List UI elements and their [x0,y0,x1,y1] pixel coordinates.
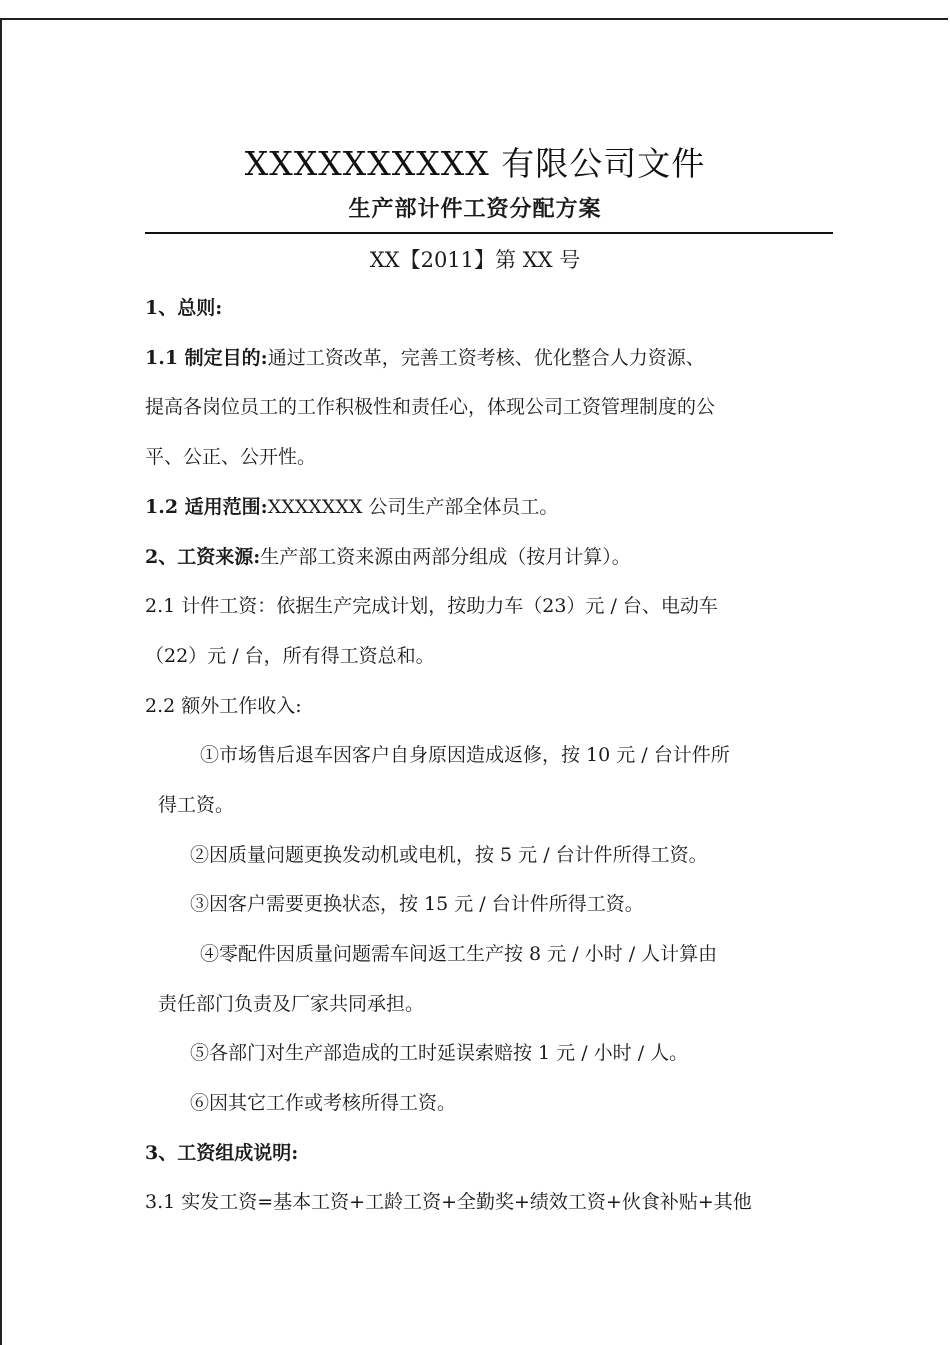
list-item [190,843,870,867]
line-text: ⑥因其它工作或考核所得工资。 [190,1092,457,1114]
line-text: 2.1 计件工资：依据生产完成计划，按助力车（23）元 / 台、电动车 [145,595,718,617]
paragraph-line [145,1190,825,1214]
line-label: 1.1 制定目的: [145,347,268,369]
paragraph-line [145,495,825,519]
paragraph-line [145,594,825,618]
list-item [200,942,880,966]
line-text: （22）元 / 台，所有得工资总和。 [145,645,435,667]
line-text: 生产部工资来源由两部分组成（按月计算）。 [260,546,631,568]
paragraph-line [145,644,825,668]
line-text: 得工资。 [158,794,235,816]
line-text: ②因质量问题更换发动机或电机，按 5 元 / 台计件所得工资。 [190,844,708,866]
line-text: 3.1 实发工资=基本工资+工龄工资+全勤奖+绩效工资+伙食补贴+其他 [145,1191,752,1213]
section-heading-2 [145,545,825,569]
line-label: 3、工资组成说明: [145,1142,299,1164]
line-text: 责任部门负责及厂家共同承担。 [158,993,425,1015]
list-item [190,1091,870,1115]
line-text: ④零配件因质量问题需车间返工生产按 8 元 / 小时 / 人计算由 [200,943,718,965]
list-item [190,1041,870,1065]
document-title: XXXXXXXXXX 有限公司文件 [244,144,706,183]
line-text: 通过工资改革，完善工资考核、优化整合人力资源、 [267,347,705,369]
section-heading-3 [145,1141,825,1165]
paragraph-line [145,445,825,469]
list-item [190,892,870,916]
line-label: 2、工资来源: [145,546,261,568]
title-divider [145,232,833,234]
line-label: 1.2 适用范围: [145,496,268,518]
paragraph-line [158,793,838,817]
line-label: 1、总则: [145,297,223,319]
line-text: 提高各岗位员工的工作积极性和责任心，体现公司工资管理制度的公 [145,396,716,418]
list-item [200,743,880,767]
paragraph-line [145,395,825,419]
paragraph-line [158,992,838,1016]
line-text: XXXXXXX 公司生产部全体员工。 [267,496,559,518]
line-text: 2.2 额外工作收入: [145,695,302,717]
line-text: ①市场售后退车因客户自身原因造成返修，按 10 元 / 台计件所 [200,744,730,766]
line-text: 平、公正、公开性。 [145,446,317,468]
line-text: ⑤各部门对生产部造成的工时延误索赔按 1 元 / 小时 / 人。 [190,1042,689,1064]
paragraph-line [145,694,825,718]
document-number: XX【2011】第 XX 号 [369,248,581,272]
section-heading-1 [145,296,825,320]
paragraph-line [145,346,825,370]
document-subtitle: 生产部计件工资分配方案 [348,196,602,222]
line-text: ③因客户需要更换状态，按 15 元 / 台计件所得工资。 [190,893,644,915]
